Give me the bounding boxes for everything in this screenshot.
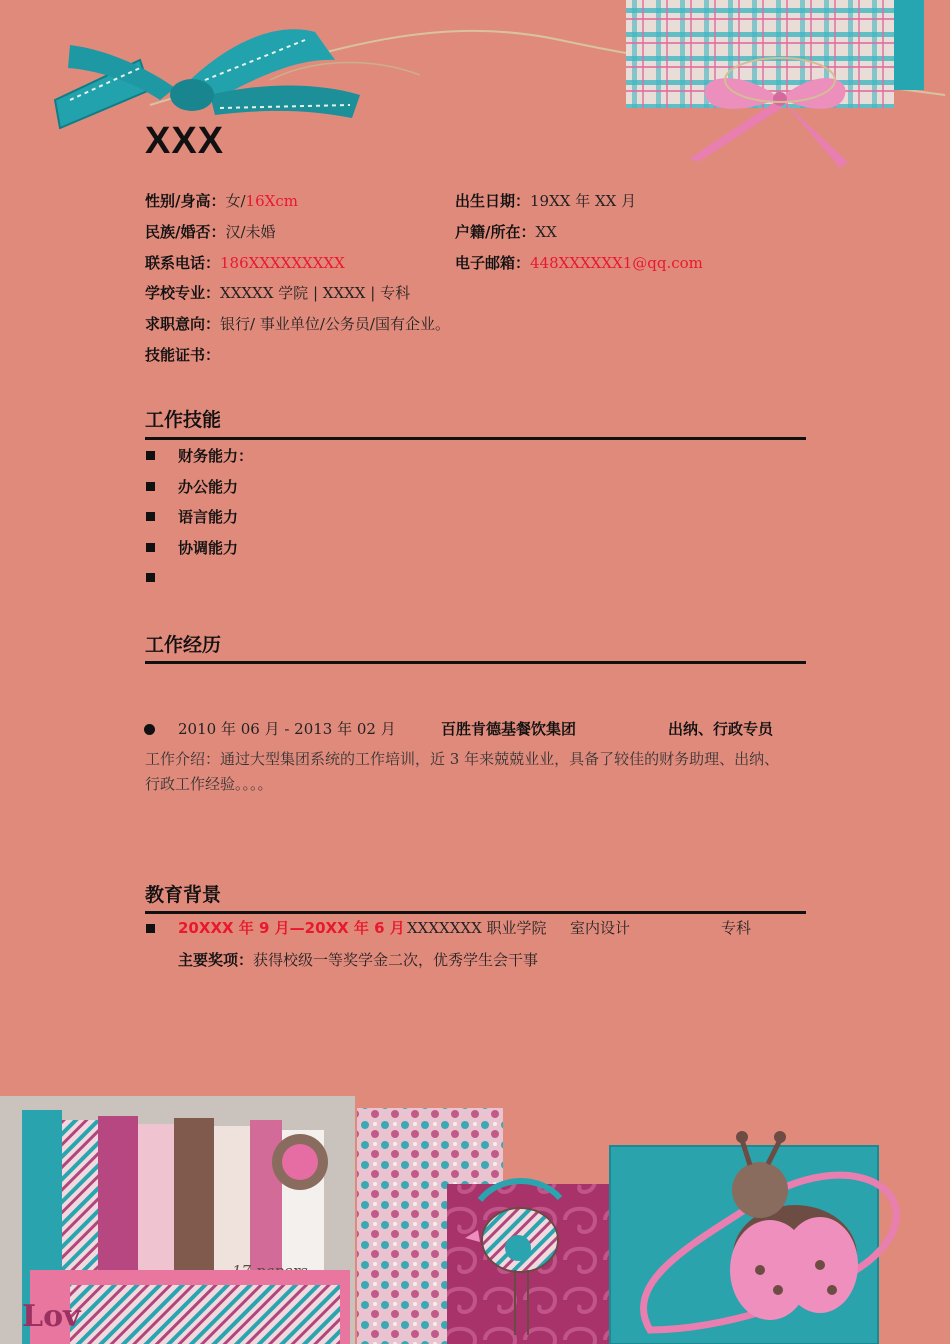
email-value[interactable]: 448XXXXXX1@qq.com: [530, 254, 703, 272]
birth-row: [455, 191, 636, 211]
skill-item: 财务能力：: [178, 447, 254, 465]
phone-label: 联系电话：: [145, 254, 221, 272]
hukou-label: 户籍/所在：: [455, 223, 536, 241]
phone-row: [145, 253, 345, 273]
candidate-name: XXX: [145, 120, 225, 162]
gender-value: 女/: [225, 192, 246, 210]
education-degree: 专科: [721, 919, 752, 937]
education-period: 20XXX 年 9 月—20XX 年 6 月: [178, 919, 405, 937]
cert-row: [145, 345, 220, 365]
hukou-value: XX: [535, 223, 557, 241]
birth-label: 出生日期：: [455, 192, 531, 210]
skill-item: 办公能力: [178, 478, 239, 496]
skills-section-title: 工作技能: [145, 409, 222, 431]
bullet-square-icon: [146, 482, 155, 491]
bullet-square-icon: [146, 512, 155, 521]
cert-label: 技能证书：: [145, 346, 221, 364]
gender-height-label: 性别/身高：: [145, 192, 226, 210]
bottom-decoration: [0, 1080, 950, 1344]
education-major: 室内设计: [570, 919, 631, 937]
bullet-square-icon: [146, 573, 155, 582]
education-section-title: 教育背景: [145, 884, 222, 906]
height-value: 16Xcm: [245, 192, 298, 210]
gender-height-row: [145, 191, 298, 211]
bullet-dot-icon: [144, 724, 155, 735]
experience-section-title: 工作经历: [145, 634, 222, 656]
intent-row: [145, 314, 450, 334]
intent-value: 银行/ 事业单位/公务员/国有企业。: [220, 315, 450, 333]
top-decoration: [0, 0, 950, 180]
ethnic-value: 汉/未婚: [225, 223, 276, 241]
hukou-row: [455, 222, 557, 242]
bullet-square-icon: [146, 543, 155, 552]
intent-label: 求职意向：: [145, 315, 221, 333]
experience-intro-line2: 行政工作经验。。。。: [145, 775, 273, 793]
education-school: XXXXXXX 职业学院: [407, 919, 547, 937]
ethnic-label: 民族/婚否：: [145, 223, 226, 241]
experience-company: 百胜肯德基餐饮集团: [441, 720, 577, 738]
award-label: 主要奖项：: [178, 951, 254, 969]
experience-divider: [145, 661, 806, 664]
award-row: [178, 950, 538, 970]
school-label: 学校专业：: [145, 284, 221, 302]
ethnic-marital-row: [145, 222, 276, 242]
bullet-square-icon: [146, 924, 155, 933]
experience-position: 出纳、行政专员: [668, 720, 774, 738]
birth-value: 19XX 年 XX 月: [530, 192, 637, 210]
love-text: Lov: [22, 1299, 81, 1334]
email-label: 电子邮箱：: [455, 254, 531, 272]
skills-divider: [145, 437, 806, 440]
bullet-square-icon: [146, 451, 155, 460]
email-row: [455, 253, 703, 273]
phone-value[interactable]: 186XXXXXXXXX: [220, 254, 345, 272]
experience-period: 2010 年 06 月 - 2013 年 02 月: [178, 720, 396, 738]
school-row: [145, 283, 410, 303]
skill-item: 语言能力: [178, 508, 239, 526]
award-value: 获得校级一等奖学金二次，优秀学生会干事: [253, 951, 539, 969]
school-value: XXXXX 学院 | XXXX | 专科: [220, 284, 411, 302]
education-divider: [145, 911, 806, 914]
experience-intro-line1: 工作介绍：通过大型集团系统的工作培训，近 3 年来兢兢业业，具备了较佳的财务助理、出纳、: [145, 750, 780, 768]
skill-item: 协调能力: [178, 539, 239, 557]
